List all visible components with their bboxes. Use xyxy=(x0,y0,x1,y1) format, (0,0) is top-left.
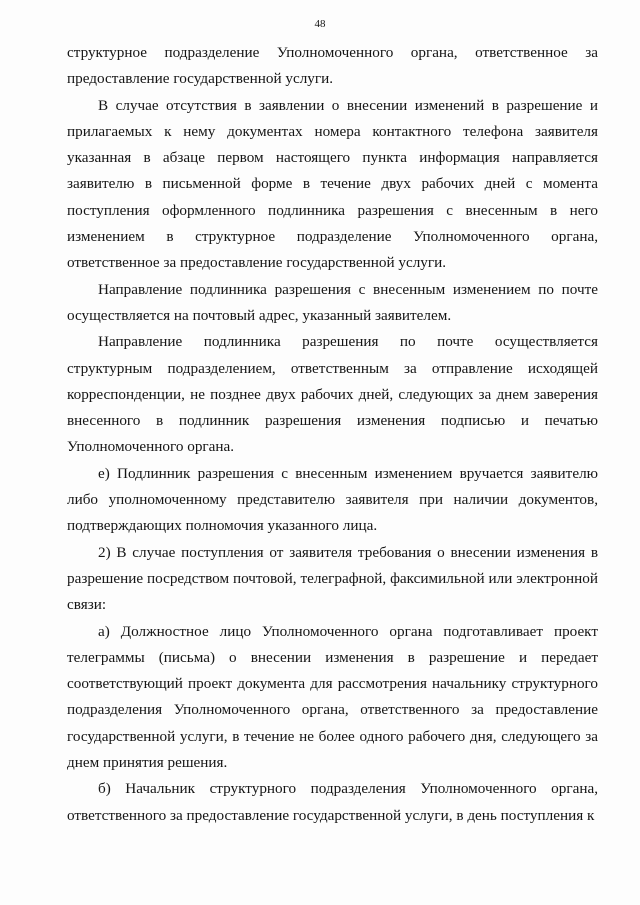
paragraph-1: структурное подразделение Уполномоченного органа, ответственное за предоставление государственной услуги. xyxy=(67,44,598,88)
paragraph-5: е) Подлинник разрешения с внесенным изменением вручается заявителю либо уполномоченному представителю заявителя при наличии документов, подтверждающих полномочия указанного лица. xyxy=(67,464,598,535)
paragraph-3: Направление подлинника разрешения с внесенным изменением по почте осуществляется на почтовый адрес, указанный заявителем. xyxy=(67,280,598,324)
paragraph-4: Направление подлинника разрешения по почте осуществляется структурным подразделением, ответственным за отправление исходящей корреспонденции, не позднее двух рабочих дней, следующих за днем заверения внесенного в подлинник разрешения изменения подписью и печатью Уполномоченного органа. xyxy=(67,333,598,456)
paragraph-2: В случае отсутствия в заявлении о внесении изменений в разрешение и прилагаемых к нему документах номера контактного телефона заявителя указанная в абзаце первом настоящего пункта информация направляется заявителю в письменной форме в течение двух рабочих дней с момента поступления оформленного подлинника разрешения с внесенным в него изменением в структурное подразделение Уполномоченного органа, ответственное за предоставление государственной услуги. xyxy=(67,96,598,272)
page-number: 48 xyxy=(314,18,326,30)
paragraph-7: а) Должностное лицо Уполномоченного органа подготавливает проект телеграммы (письма) о внесении изменения в разрешение и передает соответствующий проект документа для рассмотрения начальнику структурного подразделения Уполномоченного органа, ответственного за предоставление государственной услуги, в течение не более одного рабочего дня, следующего за днем принятия решения. xyxy=(67,622,598,772)
document-body xyxy=(67,40,598,829)
paragraph-8: б) Начальник структурного подразделения Уполномоченного органа, ответственного за предоставление государственной услуги, в день поступления к xyxy=(67,780,598,824)
paragraph-6: 2) В случае поступления от заявителя требования о внесении изменения в разрешение посредством почтовой, телеграфной, факсимильной или электронной связи: xyxy=(67,543,598,614)
